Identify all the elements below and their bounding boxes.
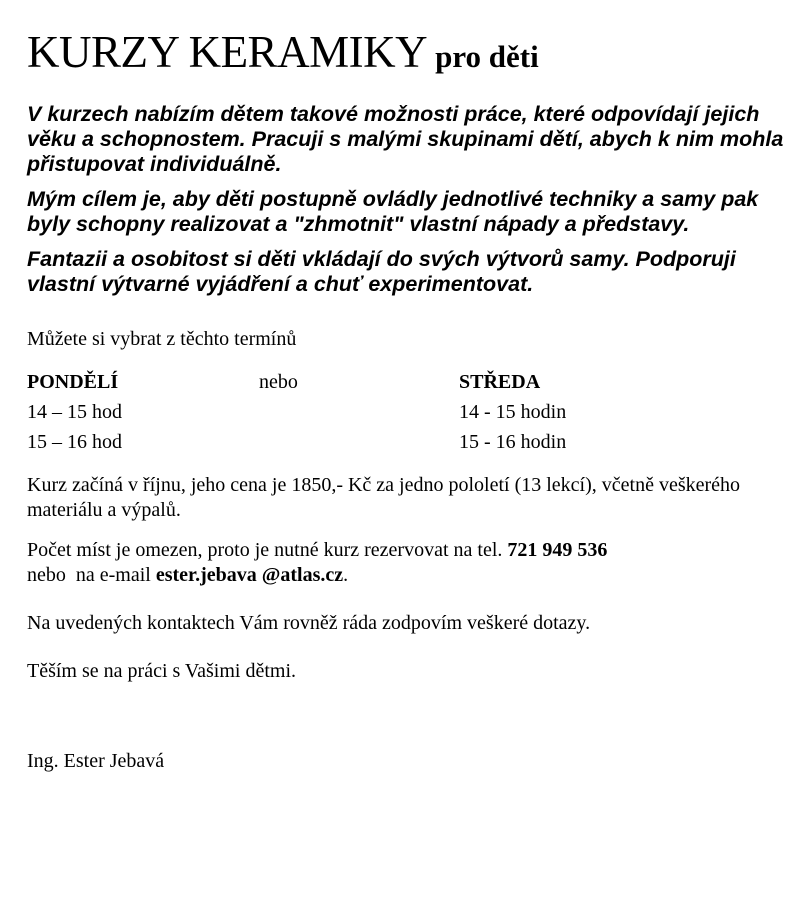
connector-text: nebo — [259, 371, 298, 393]
email-period: . — [343, 564, 349, 586]
contacts-text: Na uvedených kontaktech Vám rovněž ráda zodpovím veškeré dotazy. — [27, 612, 591, 634]
day-monday-label: PONDĚLÍ — [27, 371, 119, 393]
page-title — [27, 27, 787, 77]
email-address: ester.jebava @atlas.cz — [155, 564, 344, 586]
intro-paragraph-2: Mým cílem je, aby děti postupně ovládly jednotlivé techniky a samy pak byly schopny realizovat a "zhmotnit" vlastní nápady a představy. — [27, 187, 759, 236]
reservation-intro: Počet míst je omezen, proto je nutné kurz rezervovat na tel. — [27, 539, 503, 561]
schedule-wednesday — [459, 367, 566, 457]
intro-paragraph-1: V kurzech nabízím dětem takové možnosti práce, které odpovídají jejich věku a schopnostem. Pracuji s malými skupinami dětí, abych k nim mohla přistupovat individuálně. — [27, 102, 784, 176]
schedule-table — [27, 367, 787, 455]
email-intro: nebo na e-mail — [27, 564, 151, 586]
monday-slot-2: 15 – 16 hod — [27, 431, 122, 453]
closing-text: Těším se na práci s Vašimi dětmi. — [27, 660, 297, 682]
monday-slot-1: 14 – 15 hod — [27, 401, 122, 423]
title-main: KURZY KERAMIKY — [27, 27, 428, 77]
title-subtitle: pro děti — [435, 39, 539, 74]
course-info-text: Kurz začíná v říjnu, jeho cena je 1850,- Kč za jedno pololetí (13 lekcí), včetně veškerého materiálu a výpalů. — [27, 474, 741, 521]
reservation-text — [27, 538, 787, 588]
schedule-connector — [259, 367, 298, 397]
flyer-page — [27, 27, 787, 774]
wednesday-slot-1: 14 - 15 hodin — [459, 401, 567, 423]
choose-term-text: Můžete si vybrat z těchto termínů — [27, 328, 297, 350]
wednesday-slot-2: 15 - 16 hodin — [459, 431, 567, 453]
intro-paragraph-3: Fantazii a osobitost si děti vkládají do svých výtvorů samy. Podporuji vlastní výtvarné vyjádření a chuť experimentovat. — [27, 247, 736, 296]
schedule-monday — [27, 367, 122, 457]
phone-number: 721 949 536 — [507, 539, 608, 561]
signature: Ing. Ester Jebavá — [27, 750, 165, 772]
day-wednesday-label: STŘEDA — [459, 371, 541, 393]
